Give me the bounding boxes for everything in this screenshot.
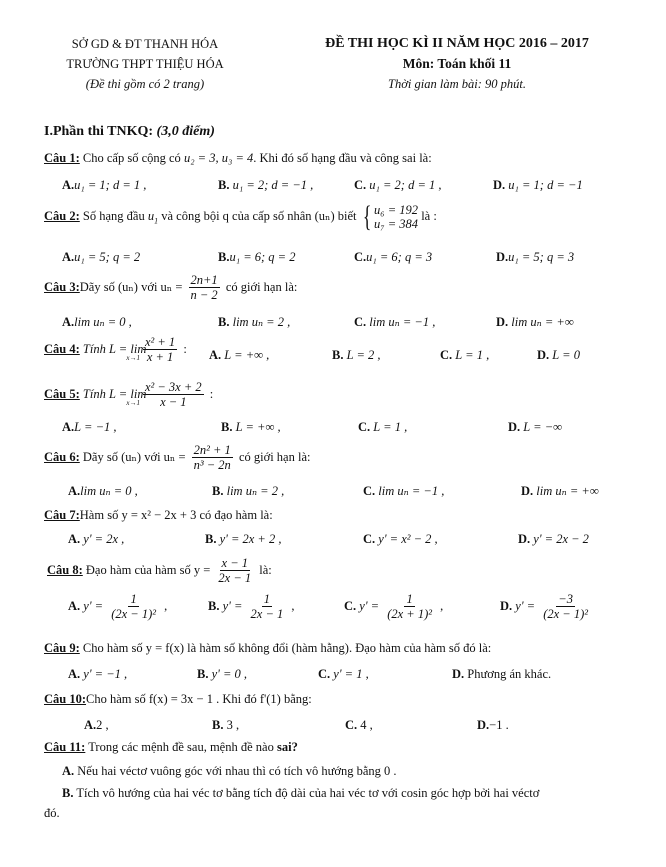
question-7: Câu 7:Hàm số y = x² − 2x + 3 có đạo hàm là: — [44, 508, 273, 522]
question-label: Câu 9: — [44, 641, 80, 655]
q7-option-b[interactable]: B. y' = 2x + 2 , — [205, 532, 282, 546]
school-name: TRƯỜNG THPT THIỆU HÓA — [66, 57, 224, 71]
question-9: Câu 9: Cho hàm số y = f(x) là hàm số không đổi (hàm hằng). Đạo hàm của hàm số đó là: — [44, 641, 492, 655]
question-label: Câu 7: — [44, 508, 80, 522]
question-4: Câu 4: Tính L = lim x→1 $\frac{\text{x² + 1}}{x + 1}$ : — [44, 335, 187, 364]
fraction: $\frac{x - 1}{2x - 1}$ — [218, 556, 252, 585]
q9-option-d[interactable]: D. Phương án khác. — [452, 667, 552, 681]
q4-option-b[interactable]: B. L = 2 , — [332, 348, 381, 362]
question-label: Câu 4: — [44, 341, 80, 356]
time-limit: Thời gian làm bài: 90 phút. — [388, 77, 526, 91]
question-3: Câu 3:Dãy số (uₙ) với uₙ = $\frac{2n+1}{n - 2}$ có giới hạn là: — [44, 273, 298, 302]
q8-option-c[interactable]: C. y' = $\frac{1}{\text{(2x + 1)²}}$ , — [344, 592, 444, 621]
header-left — [40, 34, 250, 94]
q11-option-b[interactable]: B. Tích vô hướng của hai véc tơ bằng tích độ dài của hai véc tơ với cosin góc hợp bởi hai véctơ — [62, 786, 540, 800]
question-label: Câu 11: — [44, 740, 86, 754]
q7-option-d[interactable]: D. y' = 2x − 2 — [518, 532, 589, 546]
q5-option-d[interactable]: D. L = −∞ — [508, 420, 563, 434]
q6-option-b[interactable]: B. lim uₙ = 2 , — [212, 484, 285, 498]
q3-option-a[interactable]: A.lim uₙ = 0 , — [62, 315, 132, 329]
question-6: Câu 6: Dãy số (uₙ) với uₙ = $\frac{\text{2n² + 1}}{\text{n³ − 2n}}$ có giới hạn là: — [44, 443, 311, 472]
q4-option-c[interactable]: C. L = 1 , — [440, 348, 490, 362]
q11-option-b-cont: đó. — [44, 806, 60, 820]
emphasis: sai — [276, 740, 292, 754]
q7-option-a[interactable]: A. y' = 2x , — [68, 532, 125, 546]
q4-option-d[interactable]: D. L = 0 — [537, 348, 580, 362]
q3-option-c[interactable]: C. lim uₙ = −1 , — [354, 315, 436, 329]
header-right — [262, 34, 652, 94]
question-label: Câu 6: — [44, 449, 80, 464]
q2-option-c[interactable]: C.u₁ = 6; q = 3 — [354, 250, 433, 264]
question-tail: . Khi đó số hạng đầu và công sai là: — [253, 151, 432, 165]
question-label: Câu 2: — [44, 208, 80, 223]
q9-option-c[interactable]: C. y' = 1 , — [318, 667, 369, 681]
q6-option-c[interactable]: C. lim uₙ = −1 , — [363, 484, 445, 498]
q8-option-d[interactable]: D. y' = $\frac{-3}{\text{(2x − 1)²}}$ — [500, 592, 589, 621]
question-label: Câu 1: — [44, 151, 80, 165]
q5-option-c[interactable]: C. L = 1 , — [358, 420, 408, 434]
question-11: Câu 11: Trong các mệnh đề sau, mệnh đề nào sai? — [44, 740, 298, 754]
section-title: I.Phần thi TNKQ: — [44, 124, 157, 139]
fraction: $\frac{\text{x² − 3x + 2}}{x - 1}$ — [144, 380, 202, 409]
q7-option-c[interactable]: C. y' = x² − 2 , — [363, 532, 438, 546]
question-1 — [44, 151, 432, 166]
department-name: SỞ GD & ĐT THANH HÓA — [71, 37, 219, 51]
question-label: Câu 5: — [44, 386, 80, 401]
question-8: Câu 8: Đạo hàm của hàm số y = $\frac{x - 1}{2x - 1}$ là: — [47, 556, 272, 585]
q11-option-a[interactable]: A. Nếu hai véctơ vuông góc với nhau thì có tích vô hướng bằng 0 . — [62, 764, 397, 778]
q2-option-b[interactable]: B.u₁ = 6; q = 2 — [218, 250, 296, 264]
q5-option-b[interactable]: B. L = +∞ , — [221, 420, 281, 434]
question-condition: u₂ = 3, u₃ = 4 — [183, 151, 254, 165]
subject: Môn: Toán khối 11 — [402, 56, 512, 71]
q9-option-a[interactable]: A. y' = −1 , — [68, 667, 128, 681]
question-10: Câu 10:Cho hàm số f(x) = 3x − 1 . Khi đó f'(1) bằng: — [44, 692, 312, 706]
q3-option-b[interactable]: B. lim uₙ = 2 , — [218, 315, 291, 329]
question-label: Câu 10: — [44, 692, 87, 706]
q10-option-b[interactable]: B. 3 , — [212, 718, 240, 732]
q2-option-a[interactable]: A.u₁ = 5; q = 2 — [62, 250, 141, 264]
q3-option-d[interactable]: D. lim uₙ = +∞ — [496, 315, 574, 329]
q10-option-a[interactable]: A.2 , — [84, 718, 109, 732]
section-points: (3,0 điểm) — [156, 124, 215, 139]
question-label: Câu 3: — [44, 279, 80, 294]
q1-option-a[interactable]: A.u₁ = 1; d = 1 , — [62, 178, 147, 192]
q1-option-b[interactable]: B. u₁ = 2; d = −1 , — [218, 178, 314, 192]
pages-note: (Đề thi gồm có 2 trang) — [85, 77, 205, 91]
q10-option-c[interactable]: C. 4 , — [345, 718, 373, 732]
q1-option-d[interactable]: D. u₁ = 1; d = −1 — [493, 178, 583, 192]
question-label: Câu 8: — [47, 562, 83, 577]
question-2: Câu 2: Số hạng đầu $u_1$ và công bội q của cấp số nhân (uₙ) biết { u₆ = 192 u₇ = 384 là : — [44, 200, 437, 233]
q6-option-a[interactable]: A.lim uₙ = 0 , — [68, 484, 138, 498]
q10-option-d[interactable]: D.−1 . — [477, 718, 509, 732]
q2-option-d[interactable]: D.u₁ = 5; q = 3 — [496, 250, 575, 264]
q6-option-d[interactable]: D. lim uₙ = +∞ — [521, 484, 599, 498]
fraction: $\frac{\text{x² + 1}}{x + 1}$ — [144, 335, 176, 364]
fraction: $\frac{2n+1}{n - 2}$ — [190, 273, 218, 302]
q8-option-a[interactable]: A. y' = $\frac{1}{\text{(2x − 1)²}}$ , — [68, 592, 168, 621]
q4-option-a[interactable]: A. L = +∞ , — [209, 348, 270, 362]
q5-option-a[interactable]: A.L = −1 , — [62, 420, 117, 434]
exam-title: ĐỀ THI HỌC KÌ II NĂM HỌC 2016 – 2017 — [325, 36, 589, 51]
q9-option-b[interactable]: B. y' = 0 , — [197, 667, 248, 681]
question-text: Cho cấp số cộng có — [82, 151, 184, 165]
equation-system: { u₆ = 192 u₇ = 384 — [362, 200, 419, 233]
fraction: $\frac{\text{2n² + 1}}{\text{n³ − 2n}}$ — [193, 443, 231, 472]
q8-option-b[interactable]: B. y' = $\frac{1}{2x - 1}$ , — [208, 592, 295, 621]
section-heading — [44, 124, 215, 140]
question-5: Câu 5: Tính L = lim x→1 $\frac{\text{x² − 3x + 2}}{x - 1}$ : — [44, 380, 214, 409]
q1-option-c[interactable]: C. u₁ = 2; d = 1 , — [354, 178, 442, 192]
